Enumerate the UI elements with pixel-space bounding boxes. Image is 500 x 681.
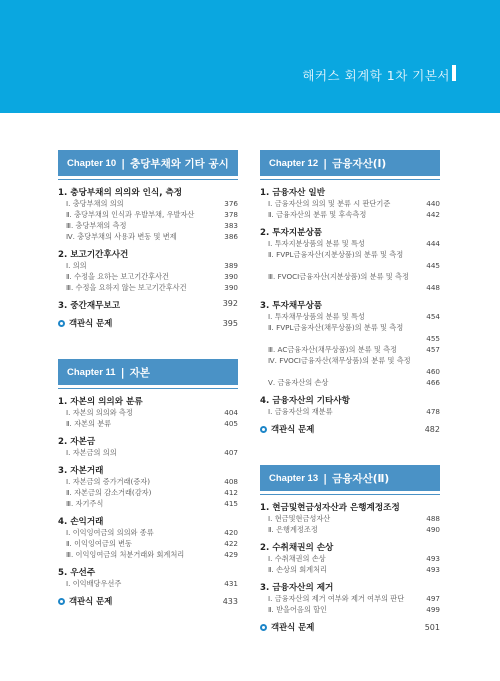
section-label: 3. 투자채무상품 [260,301,323,311]
toc-item[interactable] [58,198,238,209]
section-title[interactable] [58,566,238,578]
objective-questions[interactable] [58,595,238,607]
section-title[interactable] [58,395,238,407]
toc-item[interactable] [58,538,238,549]
book-title: 해커스 회계학 1차 기본서 [302,68,450,83]
toc-item[interactable] [260,377,440,388]
page-number: 386 [224,232,238,241]
page-number: 445 [426,261,440,270]
page-number: 383 [224,221,238,230]
chapter-separator: | [323,471,328,485]
item-label: Ⅲ. 충당부채의 측정 [66,221,127,230]
item-label: Ⅰ. 투자지분상품의 분류 및 특성 [268,239,365,248]
section-label: 1. 현금및현금성자산과 은행계정조정 [260,503,400,513]
item-label: Ⅱ. 이익잉여금의 변동 [66,539,132,548]
item-label: Ⅲ. FVOCI금융자산(지분상품)의 분류 및 측정 [268,272,409,281]
page-number: 490 [426,525,440,534]
toc-item[interactable] [260,564,440,575]
header-band [0,0,500,113]
item-label: Ⅰ. 자본금의 증가거래(증자) [66,477,151,486]
toc-item[interactable] [58,220,238,231]
page-number: 420 [224,528,238,537]
item-label: Ⅲ. AC금융자산(채무상품)의 분류 및 측정 [268,345,398,354]
section-block [260,541,440,575]
page-number: 395 [222,318,238,328]
left-column [58,150,238,607]
page-number: 415 [224,499,238,508]
chapter-title: 금융자산(Ⅱ) [332,472,390,485]
page-number: 433 [222,596,238,606]
section-block [260,501,440,535]
section-block [58,248,238,293]
circle-bullet-icon [58,598,65,605]
circle-bullet-icon [260,426,267,433]
toc-item[interactable] [260,406,440,417]
toc-item[interactable] [58,418,238,429]
section-label: 3. 금융자산의 제거 [260,583,334,593]
item-label: Ⅰ. 투자채무상품의 분류 및 특성 [268,312,365,321]
toc-item[interactable] [260,238,440,249]
section-title[interactable] [260,226,440,238]
section-title[interactable] [58,186,238,198]
section-block [260,186,440,220]
section-block [260,226,440,293]
chapter-underline [260,494,440,495]
section-label: 2. 수취채권의 손상 [260,543,334,553]
item-label: Ⅱ. 자본금의 감소거래(감자) [66,488,152,497]
page-number: 440 [426,199,440,208]
page-number: 460 [426,367,440,376]
circle-bullet-icon [260,624,267,631]
chapter-title: 충당부채와 기타 공시 [130,157,229,170]
section-title[interactable] [260,394,440,406]
chapter-header[interactable] [58,150,238,176]
toc-item[interactable] [58,209,238,220]
page-number: 422 [224,539,238,548]
page-number: 404 [224,408,238,417]
section-block [58,515,238,560]
chapter-number: Chapter 13 [269,472,319,484]
objective-label: 객관식 문제 [271,424,315,434]
page-number: 455 [426,334,440,343]
toc-item[interactable] [58,407,238,418]
toc-item[interactable] [260,311,440,322]
chapter-separator: | [323,156,328,170]
section-title[interactable] [260,581,440,593]
toc-item[interactable] [58,447,238,458]
page-number: 408 [224,477,238,486]
toc-item[interactable] [58,271,238,282]
page-number: 376 [224,199,238,208]
chapter-header[interactable] [58,359,238,385]
toc-item[interactable] [260,604,440,615]
objective-questions[interactable] [260,423,440,435]
page-number: 497 [426,594,440,603]
section-label: 1. 자본의 의의와 분류 [58,397,143,407]
toc-item[interactable] [58,260,238,271]
section-title[interactable] [260,186,440,198]
chapter-number: Chapter 10 [67,157,117,169]
section-label: 1. 금융자산 일반 [260,188,326,198]
chapter-underline [58,179,238,180]
chapter-block [58,359,238,607]
toc-item[interactable] [58,527,238,538]
chapter-number: Chapter 11 [67,366,116,378]
toc-item[interactable] [58,282,238,293]
section-title[interactable] [260,299,440,311]
toc-item[interactable] [260,593,440,604]
page-number: 412 [224,488,238,497]
section-block [58,186,238,242]
section-title[interactable] [260,501,440,513]
circle-bullet-icon [58,320,65,327]
page-number: 478 [426,407,440,416]
item-label: Ⅴ. 금융자산의 손상 [268,378,329,387]
page-number: 442 [426,210,440,219]
section-block [58,435,238,458]
item-label: Ⅰ. 이익배당우선주 [66,579,122,588]
item-label: Ⅲ. 수정을 요하지 않는 보고기간후사건 [66,283,187,292]
section-title[interactable] [58,248,238,260]
page-number: 457 [426,345,440,354]
toc-item[interactable] [260,344,440,355]
item-label: Ⅱ. 금융자산의 분류 및 후속측정 [268,210,367,219]
chapter-header[interactable] [260,150,440,176]
chapter-title: 자본 [129,366,150,379]
toc-item[interactable] [260,355,440,377]
page-number: 392 [222,299,238,308]
item-label: Ⅰ. 의의 [66,261,87,270]
section-block [260,299,440,388]
section-block [260,394,440,417]
page-number: 499 [426,605,440,614]
item-label: Ⅱ. 은행계정조정 [268,525,318,534]
toc-item[interactable] [58,578,238,589]
toc-item[interactable] [260,322,440,344]
item-label: Ⅱ. 수정을 요하는 보고기간후사건 [66,272,169,281]
item-label: Ⅱ. 받을어음의 할인 [268,605,327,614]
item-label: Ⅲ. 자기주식 [66,499,104,508]
section-block [58,566,238,589]
section-title[interactable] [58,299,238,311]
item-label: Ⅱ. FVPL금융자산(채무상품)의 분류 및 측정 [268,323,404,332]
section-title[interactable] [58,435,238,447]
page-number: 448 [426,283,440,292]
page-number: 405 [224,419,238,428]
chapter-block [260,465,440,633]
toc-item[interactable] [260,249,440,271]
chapter-underline [260,179,440,180]
chapter-separator: | [120,365,125,379]
section-label: 5. 우선주 [58,568,96,578]
objective-label: 객관식 문제 [271,622,315,632]
section-title[interactable] [260,541,440,553]
chapter-block [260,150,440,435]
toc-item[interactable] [260,513,440,524]
objective-questions[interactable] [260,621,440,633]
right-column [260,150,440,633]
item-label: Ⅱ. 자본의 분류 [66,419,112,428]
page-number: 493 [426,565,440,574]
page-number: 429 [224,550,238,559]
page-number: 493 [426,554,440,563]
page-number: 482 [424,424,440,434]
toc-item[interactable] [58,549,238,560]
page-number: 466 [426,378,440,387]
item-label: Ⅰ. 현금및현금성자산 [268,514,331,523]
section-label: 2. 보고기간후사건 [58,250,129,260]
toc-item[interactable] [58,487,238,498]
section-label: 3. 중간재무보고 [58,301,121,311]
page-number: 501 [424,622,440,632]
toc-item[interactable] [58,498,238,509]
item-label: Ⅰ. 자본금의 의의 [66,448,117,457]
toc-item[interactable] [260,198,440,209]
page-number: 390 [224,283,238,292]
section-label: 2. 자본금 [58,437,96,447]
page-number: 454 [426,312,440,321]
section-block [58,395,238,429]
item-label: Ⅱ. FVPL금융자산(지분상품)의 분류 및 측정 [268,250,404,259]
section-label: 4. 손익거래 [58,517,104,527]
item-label: Ⅰ. 충당부채의 의의 [66,199,124,208]
section-title[interactable] [58,515,238,527]
page-number: 444 [426,239,440,248]
toc-item[interactable] [260,209,440,220]
chapter-number: Chapter 12 [269,157,319,169]
toc-item[interactable] [260,271,440,293]
chapter-block [58,150,238,329]
item-label: Ⅰ. 이익잉여금의 의의와 종류 [66,528,154,537]
item-label: Ⅰ. 금융자산의 재분류 [268,407,333,416]
item-label: Ⅲ. 이익잉여금의 처분거래와 회계처리 [66,550,185,559]
section-block [58,299,238,311]
item-label: Ⅳ. 충당부채의 사용과 변동 및 변제 [66,232,177,241]
item-label: Ⅰ. 금융자산의 제거 여부와 제거 여부의 판단 [268,594,405,603]
item-label: Ⅳ. FVOCI금융자산(채무상품)의 분류 및 측정 [268,356,411,365]
page-number: 389 [224,261,238,270]
chapter-title: 금융자산(Ⅰ) [332,157,387,170]
chapter-underline [58,388,238,389]
objective-label: 객관식 문제 [69,318,113,328]
section-block [260,581,440,615]
chapter-separator: | [121,156,126,170]
toc-item[interactable] [58,231,238,242]
item-label: Ⅱ. 손상의 회계처리 [268,565,327,574]
page-number: 407 [224,448,238,457]
objective-questions[interactable] [58,317,238,329]
item-label: Ⅰ. 수취채권의 손상 [268,554,326,563]
toc-item[interactable] [260,524,440,535]
section-block [58,464,238,509]
section-title[interactable] [58,464,238,476]
objective-label: 객관식 문제 [69,596,113,606]
section-label: 2. 투자지분상품 [260,228,323,238]
page-number: 431 [224,579,238,588]
toc-item[interactable] [260,553,440,564]
section-label: 3. 자본거래 [58,466,104,476]
section-label: 1. 충당부채의 의의와 인식, 측정 [58,188,183,198]
page-number: 488 [426,514,440,523]
chapter-header[interactable] [260,465,440,491]
page-number: 390 [224,272,238,281]
item-label: Ⅰ. 자본의 의의와 측정 [66,408,133,417]
item-label: Ⅱ. 충당부채의 인식과 우발부채, 우발자산 [66,210,195,219]
title-accent-bar [452,65,456,81]
toc-item[interactable] [58,476,238,487]
page-number: 378 [224,210,238,219]
section-label: 4. 금융자산의 기타사항 [260,396,350,406]
item-label: Ⅰ. 금융자산의 의의 및 분류 시 판단기준 [268,199,391,208]
